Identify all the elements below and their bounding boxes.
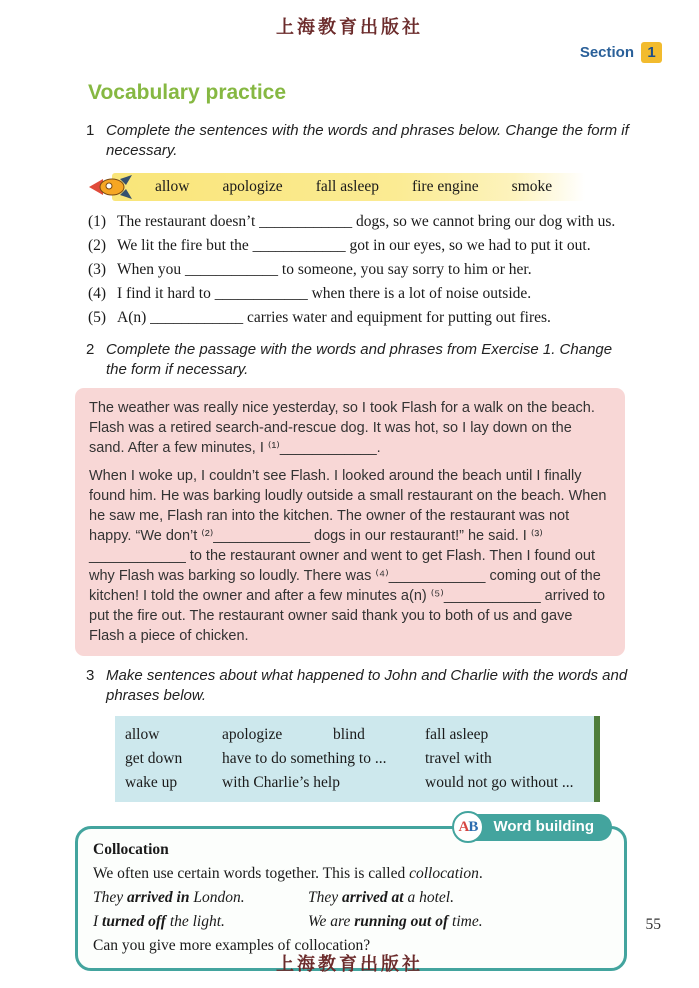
sentence-item	[88, 282, 699, 306]
ab-icon-letter-b: B	[468, 818, 479, 835]
sentence-item	[88, 234, 699, 258]
exercise2-instruction-text: Complete the passage with the words and phrases from Exercise 1. Change the form if necessary.	[106, 341, 613, 378]
word-table-cell: travel with	[425, 750, 492, 767]
word-building-badge-label: Word building	[493, 818, 594, 835]
word-building-badge	[458, 814, 612, 841]
ab-icon-letter-a: A	[458, 818, 470, 835]
example-sentence: They arrived in London.	[93, 889, 245, 906]
collocation-title: Collocation	[93, 841, 169, 858]
word-table-cell: blind	[333, 726, 365, 743]
exercise1-sentences	[88, 210, 699, 330]
collocation-question: Can you give more examples of collocation?	[93, 937, 371, 954]
exercise1-number: 1	[86, 122, 95, 139]
collocation-examples	[93, 886, 609, 934]
sentence-text: We lit the fire but the ____________ got in our eyes, so we had to put it out.	[117, 237, 591, 254]
exercise2-passage	[75, 388, 625, 656]
word-table-cell: allow	[125, 726, 160, 743]
word-table-cell: with Charlie’s help	[222, 774, 340, 791]
word-box-item: allow	[155, 178, 190, 195]
passage-paragraph: The weather was really nice yesterday, so I took Flash for a walk on the beach. Flash was a retired search-and-rescue dog. It was hot, so I lay down on the sand. After a few minutes, I ⁽¹⁾____________.	[89, 400, 595, 456]
exercise1-instruction	[86, 121, 631, 161]
exercise2-instruction	[86, 340, 631, 380]
exercise3-number: 3	[86, 667, 95, 684]
word-table-cell: get down	[125, 750, 183, 767]
example-sentence: They arrived at a hotel.	[308, 889, 454, 906]
sentence-text: The restaurant doesn’t ____________ dogs, so we cannot bring our dog with us.	[117, 213, 616, 230]
sentence-text: When you ____________ to someone, you say sorry to him or her.	[117, 261, 532, 278]
section-number-badge: 1	[641, 42, 662, 63]
example-sentence: We are running out of time.	[308, 913, 483, 930]
word-table-cell: fall asleep	[425, 726, 489, 743]
sentence-number: (2)	[88, 237, 107, 254]
page-number: 55	[645, 916, 661, 933]
sentence-item	[88, 306, 699, 330]
exercise1-word-box	[112, 173, 699, 201]
ab-dictionary-icon	[452, 811, 484, 843]
sentence-number: (5)	[88, 309, 107, 326]
exercise3-word-table	[115, 716, 600, 802]
word-box-item: fire engine	[411, 178, 479, 195]
exercise2-number: 2	[86, 341, 95, 358]
word-box-item: smoke	[511, 178, 553, 195]
sentence-text: A(n) ____________ carries water and equipment for putting out fires.	[117, 309, 551, 326]
exercise1-instruction-text: Complete the sentences with the words and phrases below. Change the form if necessary.	[106, 122, 629, 159]
passage-paragraph: When I woke up, I couldn’t see Flash. I looked around the beach until I finally found him. He was barking loudly outside a small restaurant on the beach. When he saw me, Flash ran into the kitchen. The owner of the restaurant was not happy. “We don’t ⁽²⁾____________ dogs in our restaurant!” he said. I ⁽³⁾____________ to the restaurant owner and went to get Flash. Then I found out why Flash was barking so loudly. There was ⁽⁴⁾____________ coming out of the kitchen! I told the owner and after a few minutes a(n) ⁽⁵⁾____________ arrived to put the fire out. The restaurant owner said thank you to both of us and gave Flash a piece of chicken.	[89, 468, 607, 644]
rocket-icon	[88, 173, 134, 201]
exercise3-instruction-text: Make sentences about what happened to John and Charlie with the words and phrases below.	[106, 667, 628, 704]
publisher-footer: 上海教育出版社	[276, 954, 423, 974]
section-header	[580, 42, 662, 63]
word-box-item: apologize	[222, 178, 283, 195]
example-sentence: I turned off the light.	[93, 913, 225, 930]
word-box-highlight	[112, 173, 585, 201]
word-box-item: fall asleep	[315, 178, 379, 195]
page-title: Vocabulary practice	[88, 81, 287, 104]
sentence-number: (3)	[88, 261, 107, 278]
sentence-item	[88, 258, 699, 282]
word-table-cell: have to do something to ...	[222, 750, 387, 767]
sentence-number: (1)	[88, 213, 107, 230]
word-table-cell: wake up	[125, 774, 178, 791]
section-label: Section	[579, 44, 634, 61]
exercise3-instruction	[86, 666, 631, 706]
collocation-definition: We often use certain words together. This is called collocation.	[93, 865, 483, 882]
sentence-text: I find it hard to ____________ when there is a lot of noise outside.	[117, 285, 532, 302]
word-table-cell: would not go without ...	[425, 774, 574, 791]
sentence-number: (4)	[88, 285, 107, 302]
sentence-item	[88, 210, 699, 234]
publisher-header: 上海教育出版社	[276, 17, 423, 37]
word-table-cell: apologize	[222, 726, 283, 743]
